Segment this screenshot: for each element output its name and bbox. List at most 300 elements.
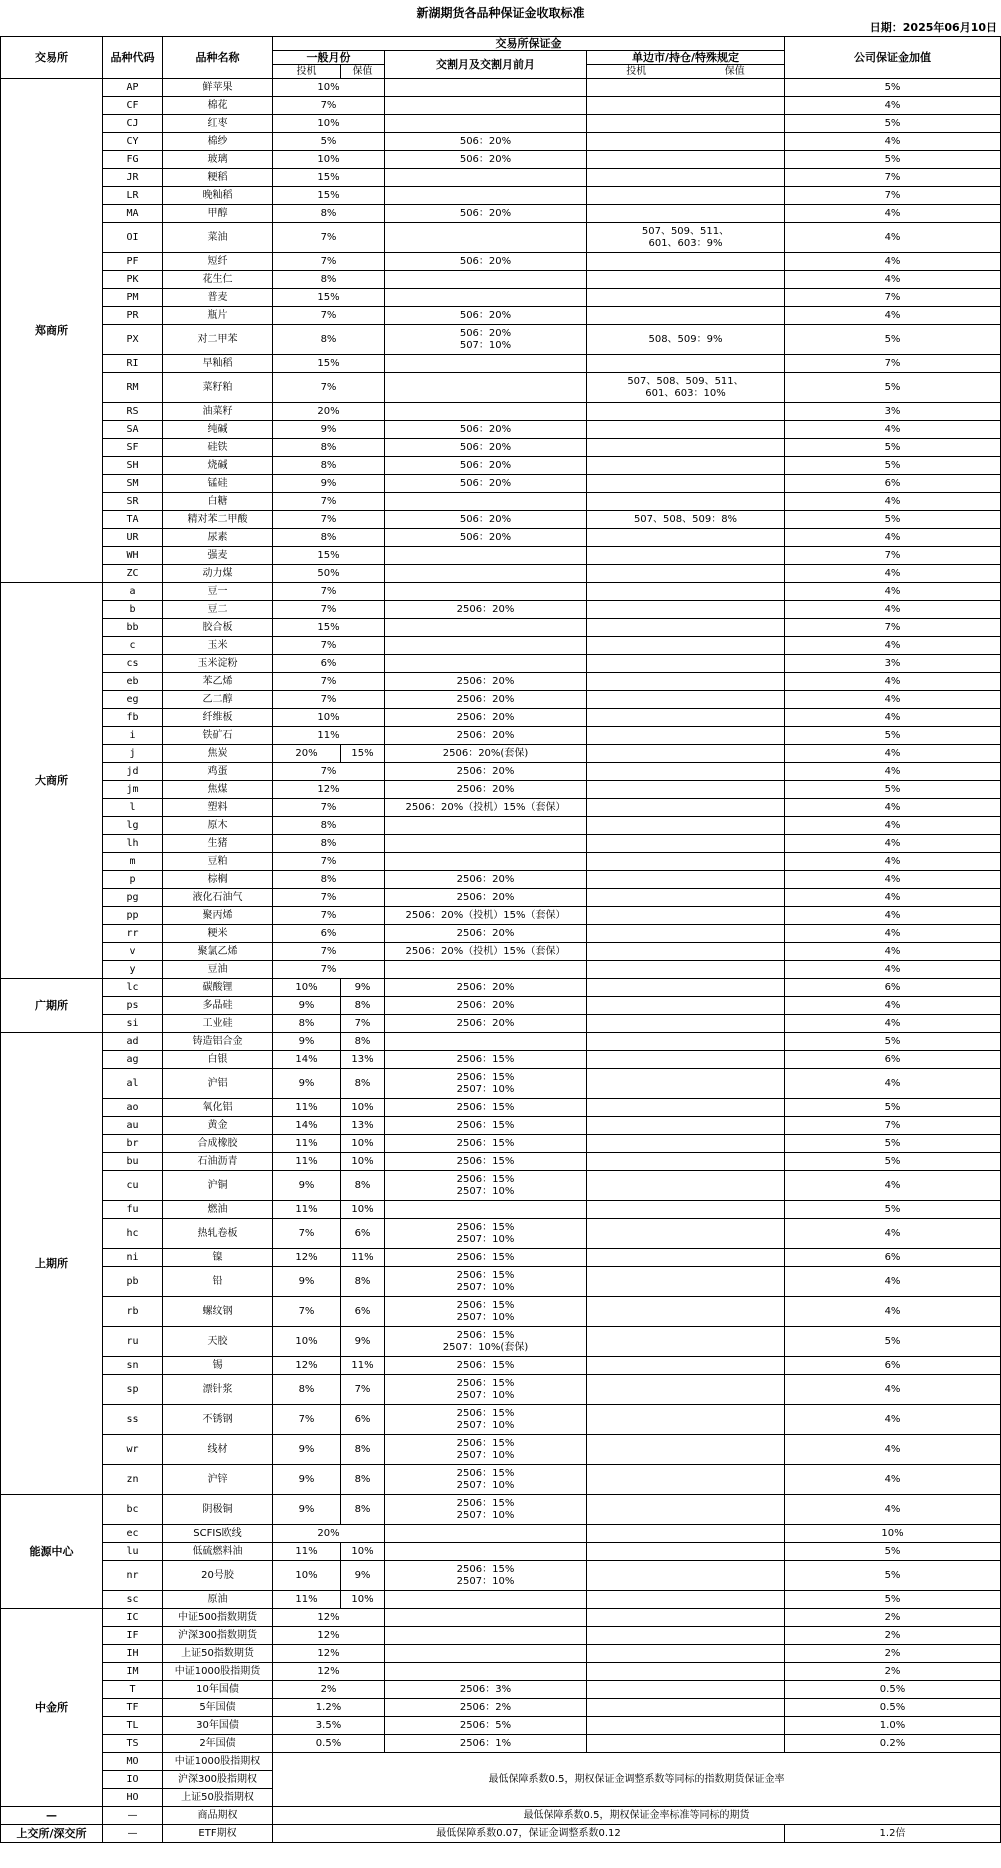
general-speculation: 14% bbox=[273, 1117, 341, 1135]
table-row bbox=[1, 355, 1001, 373]
product-name: 棉花 bbox=[163, 97, 273, 115]
product-code: p bbox=[103, 871, 163, 889]
product-code: zn bbox=[103, 1465, 163, 1495]
company-margin: 5% bbox=[785, 1591, 1001, 1609]
company-margin: 4% bbox=[785, 763, 1001, 781]
delivery-month-margin bbox=[385, 115, 587, 133]
special-rule-margin bbox=[587, 493, 785, 511]
delivery-month-margin: 506：20% bbox=[385, 133, 587, 151]
delivery-month-margin bbox=[385, 637, 587, 655]
special-rule-margin bbox=[587, 529, 785, 547]
product-code: IF bbox=[103, 1627, 163, 1645]
delivery-month-margin: 506：20% bbox=[385, 529, 587, 547]
company-margin: 4% bbox=[785, 709, 1001, 727]
product-code: CY bbox=[103, 133, 163, 151]
general-hedge: 6% bbox=[341, 1297, 385, 1327]
table-row bbox=[1, 271, 1001, 289]
company-margin: 2% bbox=[785, 1609, 1001, 1627]
company-margin: 4% bbox=[785, 835, 1001, 853]
table-row bbox=[1, 79, 1001, 97]
table-row bbox=[1, 1465, 1001, 1495]
delivery-month-margin: 2506：15% 2507：10% bbox=[385, 1297, 587, 1327]
general-margin: 7% bbox=[273, 853, 385, 871]
general-margin: 7% bbox=[273, 673, 385, 691]
table-row bbox=[1, 1069, 1001, 1099]
product-name: 豆二 bbox=[163, 601, 273, 619]
product-name: 上证50股指期权 bbox=[163, 1789, 273, 1807]
product-code: IH bbox=[103, 1645, 163, 1663]
company-margin: 10% bbox=[785, 1525, 1001, 1543]
product-code: PK bbox=[103, 271, 163, 289]
special-rule-margin bbox=[587, 925, 785, 943]
delivery-month-margin bbox=[385, 1591, 587, 1609]
product-name: 合成橡胶 bbox=[163, 1135, 273, 1153]
special-rule-margin bbox=[587, 289, 785, 307]
product-name: 豆粕 bbox=[163, 853, 273, 871]
company-margin: 4% bbox=[785, 253, 1001, 271]
company-margin: 4% bbox=[785, 223, 1001, 253]
options-note: 最低保障系数0.07，保证金调整系数0.12 bbox=[273, 1825, 785, 1843]
general-margin: 8% bbox=[273, 457, 385, 475]
product-name: 20号胶 bbox=[163, 1561, 273, 1591]
product-name: 锡 bbox=[163, 1357, 273, 1375]
delivery-month-margin: 2506：20% bbox=[385, 925, 587, 943]
product-name: 早籼稻 bbox=[163, 355, 273, 373]
delivery-month-margin: 2506：20%（投机）15%（套保） bbox=[385, 907, 587, 925]
table-row bbox=[1, 979, 1001, 997]
product-code: jm bbox=[103, 781, 163, 799]
product-code: bb bbox=[103, 619, 163, 637]
company-margin: 4% bbox=[785, 271, 1001, 289]
general-speculation: 9% bbox=[273, 1435, 341, 1465]
company-margin: 5% bbox=[785, 1327, 1001, 1357]
product-code: jd bbox=[103, 763, 163, 781]
general-speculation: 9% bbox=[273, 1465, 341, 1495]
delivery-month-margin bbox=[385, 1201, 587, 1219]
general-margin: 12% bbox=[273, 1627, 385, 1645]
product-name: 焦炭 bbox=[163, 745, 273, 763]
general-hedge: 8% bbox=[341, 1495, 385, 1525]
exchange-cell: 上交所/深交所 bbox=[1, 1825, 103, 1843]
general-margin: 10% bbox=[273, 79, 385, 97]
general-hedge: 11% bbox=[341, 1357, 385, 1375]
product-code: RI bbox=[103, 355, 163, 373]
table-row bbox=[1, 1435, 1001, 1465]
exchange-cell: 郑商所 bbox=[1, 79, 103, 583]
general-margin: 20% bbox=[273, 1525, 385, 1543]
product-name: 油菜籽 bbox=[163, 403, 273, 421]
general-hedge: 10% bbox=[341, 1099, 385, 1117]
company-margin: 6% bbox=[785, 475, 1001, 493]
product-code: rb bbox=[103, 1297, 163, 1327]
product-code: TA bbox=[103, 511, 163, 529]
company-margin: 4% bbox=[785, 871, 1001, 889]
special-rule-margin bbox=[587, 673, 785, 691]
special-rule-margin bbox=[587, 151, 785, 169]
special-rule-margin: 508、509：9% bbox=[587, 325, 785, 355]
product-code: SM bbox=[103, 475, 163, 493]
delivery-month-margin: 506：20% bbox=[385, 511, 587, 529]
general-margin: 7% bbox=[273, 637, 385, 655]
product-code: i bbox=[103, 727, 163, 745]
general-margin: 7% bbox=[273, 691, 385, 709]
exchange-cell: — bbox=[1, 1807, 103, 1825]
special-rule-margin bbox=[587, 253, 785, 271]
product-code: PX bbox=[103, 325, 163, 355]
product-name: 线材 bbox=[163, 1435, 273, 1465]
product-code: ag bbox=[103, 1051, 163, 1069]
delivery-month-margin: 2506：15% bbox=[385, 1099, 587, 1117]
general-hedge: 7% bbox=[341, 1015, 385, 1033]
table-row bbox=[1, 709, 1001, 727]
table-row bbox=[1, 223, 1001, 253]
company-margin: 6% bbox=[785, 1357, 1001, 1375]
general-margin: 7% bbox=[273, 601, 385, 619]
product-code: IC bbox=[103, 1609, 163, 1627]
product-name: 红枣 bbox=[163, 115, 273, 133]
header-special-sub bbox=[587, 65, 785, 79]
special-rule-margin bbox=[587, 709, 785, 727]
general-speculation: 11% bbox=[273, 1543, 341, 1561]
table-row bbox=[1, 1099, 1001, 1117]
general-margin: 12% bbox=[273, 1645, 385, 1663]
product-name: 液化石油气 bbox=[163, 889, 273, 907]
company-margin: 4% bbox=[785, 97, 1001, 115]
general-hedge: 6% bbox=[341, 1405, 385, 1435]
table-row bbox=[1, 1135, 1001, 1153]
delivery-month-margin: 2506：15% 2507：10% bbox=[385, 1375, 587, 1405]
special-rule-margin bbox=[587, 1465, 785, 1495]
special-rule-margin bbox=[587, 1219, 785, 1249]
company-margin: 4% bbox=[785, 529, 1001, 547]
table-row bbox=[1, 889, 1001, 907]
company-margin: 4% bbox=[785, 493, 1001, 511]
product-code: CF bbox=[103, 97, 163, 115]
header-name: 品种名称 bbox=[163, 37, 273, 79]
company-margin: 4% bbox=[785, 817, 1001, 835]
delivery-month-margin: 506：20% bbox=[385, 205, 587, 223]
general-hedge: 10% bbox=[341, 1543, 385, 1561]
table-row bbox=[1, 493, 1001, 511]
general-margin: 11% bbox=[273, 727, 385, 745]
table-row bbox=[1, 1219, 1001, 1249]
general-margin: 12% bbox=[273, 1663, 385, 1681]
special-rule-margin bbox=[587, 475, 785, 493]
general-speculation: 9% bbox=[273, 997, 341, 1015]
table-row bbox=[1, 619, 1001, 637]
table-row bbox=[1, 583, 1001, 601]
delivery-month-margin: 2506：20% bbox=[385, 781, 587, 799]
table-row bbox=[1, 565, 1001, 583]
table-row bbox=[1, 655, 1001, 673]
product-name: 瓶片 bbox=[163, 307, 273, 325]
company-margin: 4% bbox=[785, 1219, 1001, 1249]
product-name: 胶合板 bbox=[163, 619, 273, 637]
table-row bbox=[1, 1015, 1001, 1033]
table-row bbox=[1, 727, 1001, 745]
table-row bbox=[1, 691, 1001, 709]
general-speculation: 9% bbox=[273, 1033, 341, 1051]
delivery-month-margin bbox=[385, 817, 587, 835]
special-rule-margin bbox=[587, 439, 785, 457]
delivery-month-margin: 2506：15% 2507：10% bbox=[385, 1465, 587, 1495]
table-row bbox=[1, 943, 1001, 961]
product-code: eg bbox=[103, 691, 163, 709]
product-name: 商品期权 bbox=[163, 1807, 273, 1825]
table-row bbox=[1, 1561, 1001, 1591]
table-row bbox=[1, 673, 1001, 691]
product-name: 沪铝 bbox=[163, 1069, 273, 1099]
table-row bbox=[1, 1117, 1001, 1135]
special-rule-margin: 507、508、509、511、 601、603：10% bbox=[587, 373, 785, 403]
product-code: FG bbox=[103, 151, 163, 169]
delivery-month-margin bbox=[385, 403, 587, 421]
table-row bbox=[1, 1591, 1001, 1609]
product-name: 聚氯乙烯 bbox=[163, 943, 273, 961]
product-code: al bbox=[103, 1069, 163, 1099]
general-margin: 15% bbox=[273, 547, 385, 565]
table-row bbox=[1, 1663, 1001, 1681]
product-code: TF bbox=[103, 1699, 163, 1717]
table-row bbox=[1, 205, 1001, 223]
table-row bbox=[1, 1051, 1001, 1069]
special-rule-margin bbox=[587, 619, 785, 637]
general-speculation: 20% bbox=[273, 745, 341, 763]
company-margin: 4% bbox=[785, 133, 1001, 151]
table-row bbox=[1, 253, 1001, 271]
special-rule-margin bbox=[587, 1297, 785, 1327]
table-row bbox=[1, 1153, 1001, 1171]
delivery-month-margin bbox=[385, 1525, 587, 1543]
product-code: SH bbox=[103, 457, 163, 475]
delivery-month-margin: 2506：15% bbox=[385, 1135, 587, 1153]
company-margin: 4% bbox=[785, 1375, 1001, 1405]
product-name: 镍 bbox=[163, 1249, 273, 1267]
product-name: 玻璃 bbox=[163, 151, 273, 169]
general-margin: 7% bbox=[273, 961, 385, 979]
general-speculation: 7% bbox=[273, 1219, 341, 1249]
header-special-rule: 单边市/持仓/特殊规定 bbox=[587, 51, 785, 65]
header-delivery-month: 交割月及交割月前月 bbox=[385, 51, 587, 79]
delivery-month-margin: 2506：15% 2507：10% bbox=[385, 1171, 587, 1201]
company-margin: 4% bbox=[785, 1465, 1001, 1495]
document-title: 新湖期货各品种保证金收取标准 bbox=[416, 6, 585, 20]
product-name: 多晶硅 bbox=[163, 997, 273, 1015]
special-rule-margin bbox=[587, 307, 785, 325]
exchange-cell: 广期所 bbox=[1, 979, 103, 1033]
general-speculation: 11% bbox=[273, 1135, 341, 1153]
company-margin: 4% bbox=[785, 889, 1001, 907]
special-rule-margin bbox=[587, 1663, 785, 1681]
product-name: 棕榈 bbox=[163, 871, 273, 889]
company-margin: 5% bbox=[785, 151, 1001, 169]
product-code: lc bbox=[103, 979, 163, 997]
general-hedge: 10% bbox=[341, 1153, 385, 1171]
table-row bbox=[1, 169, 1001, 187]
product-name: 工业硅 bbox=[163, 1015, 273, 1033]
delivery-month-margin: 2506：15% bbox=[385, 1153, 587, 1171]
general-margin: 15% bbox=[273, 619, 385, 637]
special-rule-margin bbox=[587, 1249, 785, 1267]
table-row bbox=[1, 925, 1001, 943]
delivery-month-margin bbox=[385, 619, 587, 637]
company-margin: 5% bbox=[785, 511, 1001, 529]
general-margin: 8% bbox=[273, 871, 385, 889]
special-rule-margin bbox=[587, 1069, 785, 1099]
special-rule-margin bbox=[587, 1543, 785, 1561]
company-margin: 7% bbox=[785, 619, 1001, 637]
company-margin: 5% bbox=[785, 1543, 1001, 1561]
product-code: br bbox=[103, 1135, 163, 1153]
special-rule-margin bbox=[587, 601, 785, 619]
product-code: SR bbox=[103, 493, 163, 511]
table-row bbox=[1, 421, 1001, 439]
table-row bbox=[1, 457, 1001, 475]
general-speculation: 9% bbox=[273, 1069, 341, 1099]
header-hedge: 保值 bbox=[341, 65, 385, 79]
table-row bbox=[1, 745, 1001, 763]
delivery-month-margin bbox=[385, 355, 587, 373]
product-name: 热轧卷板 bbox=[163, 1219, 273, 1249]
company-margin: 7% bbox=[785, 289, 1001, 307]
product-name: 粳稻 bbox=[163, 169, 273, 187]
product-code: fu bbox=[103, 1201, 163, 1219]
product-code: l bbox=[103, 799, 163, 817]
special-rule-margin bbox=[587, 907, 785, 925]
product-code: ad bbox=[103, 1033, 163, 1051]
company-margin: 4% bbox=[785, 997, 1001, 1015]
product-code: — bbox=[103, 1825, 163, 1843]
general-hedge: 6% bbox=[341, 1219, 385, 1249]
special-rule-margin bbox=[587, 133, 785, 151]
company-margin: 4% bbox=[785, 583, 1001, 601]
product-code: SF bbox=[103, 439, 163, 457]
product-name: 中证1000股指期权 bbox=[163, 1753, 273, 1771]
table-row bbox=[1, 439, 1001, 457]
company-margin: 4% bbox=[785, 565, 1001, 583]
company-margin: 2% bbox=[785, 1627, 1001, 1645]
company-margin: 7% bbox=[785, 547, 1001, 565]
product-code: TL bbox=[103, 1717, 163, 1735]
special-rule-margin bbox=[587, 1525, 785, 1543]
delivery-month-margin: 2506：20% bbox=[385, 763, 587, 781]
delivery-month-margin: 2506：20%（投机）15%（套保） bbox=[385, 943, 587, 961]
product-code: bu bbox=[103, 1153, 163, 1171]
product-name: 焦煤 bbox=[163, 781, 273, 799]
delivery-month-margin: 2506：15% 2507：10%(套保) bbox=[385, 1327, 587, 1357]
special-rule-margin bbox=[587, 799, 785, 817]
product-code: MO bbox=[103, 1753, 163, 1771]
company-margin: 4% bbox=[785, 961, 1001, 979]
special-rule-margin bbox=[587, 871, 785, 889]
delivery-month-margin: 506：20% bbox=[385, 307, 587, 325]
product-code: sc bbox=[103, 1591, 163, 1609]
general-margin: 7% bbox=[273, 307, 385, 325]
table-row bbox=[1, 325, 1001, 355]
company-margin: 5% bbox=[785, 373, 1001, 403]
general-margin: 10% bbox=[273, 709, 385, 727]
product-name: 豆油 bbox=[163, 961, 273, 979]
delivery-month-margin bbox=[385, 853, 587, 871]
general-margin: 8% bbox=[273, 205, 385, 223]
general-speculation: 10% bbox=[273, 979, 341, 997]
special-rule-margin bbox=[587, 1435, 785, 1465]
product-code: MA bbox=[103, 205, 163, 223]
special-rule-margin bbox=[587, 1609, 785, 1627]
general-margin: 6% bbox=[273, 925, 385, 943]
table-row bbox=[1, 133, 1001, 151]
company-margin: 7% bbox=[785, 355, 1001, 373]
general-margin: 7% bbox=[273, 253, 385, 271]
general-margin: 8% bbox=[273, 439, 385, 457]
general-speculation: 11% bbox=[273, 1099, 341, 1117]
product-name: 锰硅 bbox=[163, 475, 273, 493]
product-code: CJ bbox=[103, 115, 163, 133]
delivery-month-margin bbox=[385, 169, 587, 187]
delivery-month-margin: 2506：20% bbox=[385, 727, 587, 745]
product-name: 花生仁 bbox=[163, 271, 273, 289]
company-margin: 5% bbox=[785, 1033, 1001, 1051]
table-row bbox=[1, 763, 1001, 781]
general-margin: 7% bbox=[273, 889, 385, 907]
company-margin: 6% bbox=[785, 979, 1001, 997]
product-name: 菜油 bbox=[163, 223, 273, 253]
product-name: 苯乙烯 bbox=[163, 673, 273, 691]
company-margin: 5% bbox=[785, 727, 1001, 745]
table-row bbox=[1, 289, 1001, 307]
delivery-month-margin: 506：20% bbox=[385, 475, 587, 493]
general-margin: 1.2% bbox=[273, 1699, 385, 1717]
delivery-month-margin: 2506：15% 2507：10% bbox=[385, 1219, 587, 1249]
product-name: 乙二醇 bbox=[163, 691, 273, 709]
delivery-month-margin bbox=[385, 373, 587, 403]
special-rule-margin bbox=[587, 187, 785, 205]
product-name: 聚丙烯 bbox=[163, 907, 273, 925]
special-rule-margin bbox=[587, 1495, 785, 1525]
special-rule-margin bbox=[587, 1201, 785, 1219]
delivery-month-margin: 2506：2% bbox=[385, 1699, 587, 1717]
company-margin: 5% bbox=[785, 1201, 1001, 1219]
special-rule-margin bbox=[587, 835, 785, 853]
product-name: 铅 bbox=[163, 1267, 273, 1297]
product-name: 铁矿石 bbox=[163, 727, 273, 745]
company-margin: 0.5% bbox=[785, 1681, 1001, 1699]
product-code: m bbox=[103, 853, 163, 871]
special-rule-margin bbox=[587, 655, 785, 673]
product-code: PF bbox=[103, 253, 163, 271]
table-row bbox=[1, 511, 1001, 529]
product-name: 铸造铝合金 bbox=[163, 1033, 273, 1051]
general-hedge: 8% bbox=[341, 1069, 385, 1099]
company-margin: 2% bbox=[785, 1663, 1001, 1681]
delivery-month-margin: 2506：15% bbox=[385, 1357, 587, 1375]
table-row bbox=[1, 637, 1001, 655]
special-rule-margin bbox=[587, 115, 785, 133]
header-exchange-margin: 交易所保证金 bbox=[273, 37, 785, 51]
general-speculation: 11% bbox=[273, 1153, 341, 1171]
delivery-month-margin: 2506：20%(套保) bbox=[385, 745, 587, 763]
delivery-month-margin: 2506：15% bbox=[385, 1249, 587, 1267]
company-margin: 4% bbox=[785, 1171, 1001, 1201]
product-name: 棉纱 bbox=[163, 133, 273, 151]
product-name: 动力煤 bbox=[163, 565, 273, 583]
table-row bbox=[1, 1609, 1001, 1627]
special-rule-margin bbox=[587, 1717, 785, 1735]
general-hedge: 9% bbox=[341, 1561, 385, 1591]
table-row bbox=[1, 1249, 1001, 1267]
general-margin: 12% bbox=[273, 1609, 385, 1627]
special-rule-margin bbox=[587, 889, 785, 907]
